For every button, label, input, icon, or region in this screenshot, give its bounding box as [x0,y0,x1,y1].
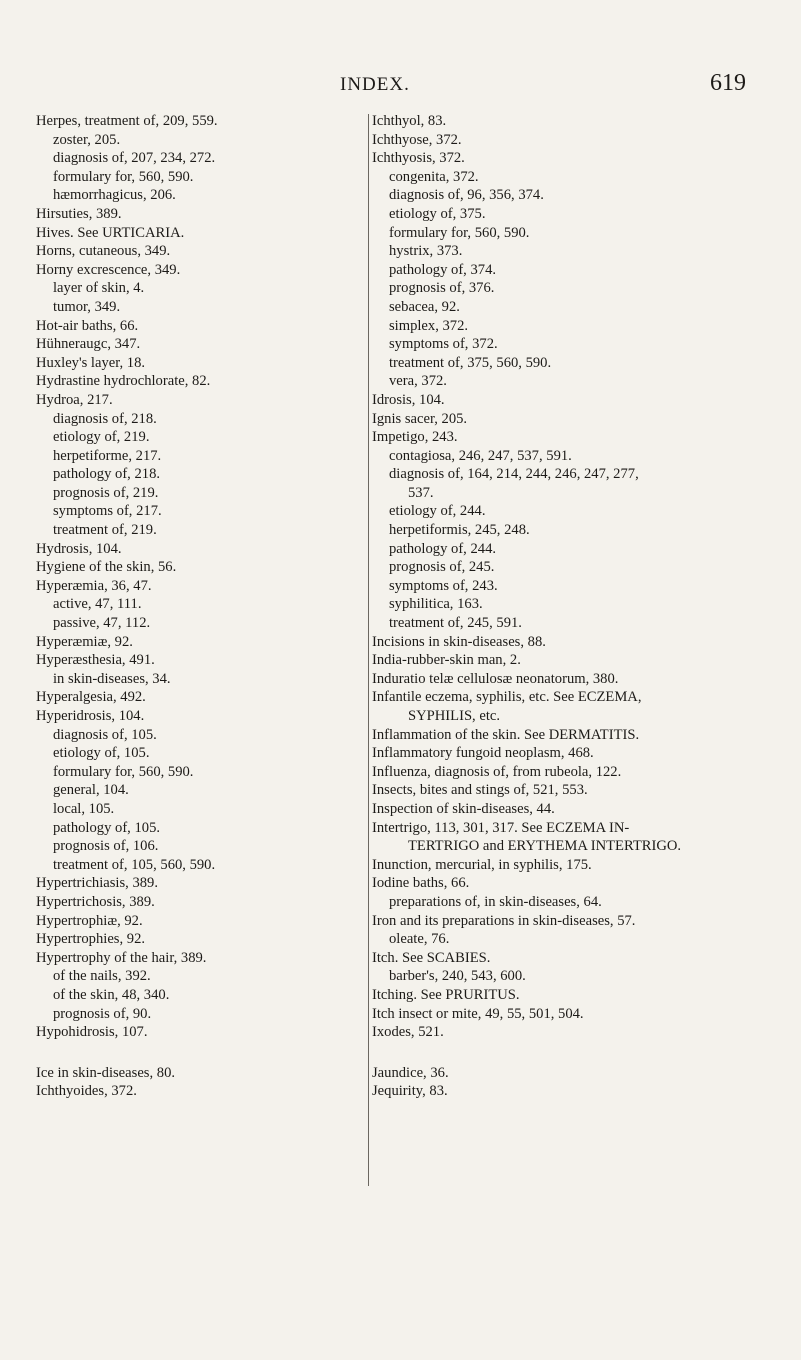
index-subentry: treatment of, 219. [53,522,157,539]
index-subentry: prognosis of, 90. [53,1005,152,1022]
index-subentry: diagnosis of, 164, 214, 244, 246, 247, 277, [389,466,639,483]
index-entry: Insects, bites and stings of, 521, 553. [372,782,588,799]
index-entry: Ignis sacer, 205. [372,410,468,427]
index-subentry: hystrix, 373. [389,243,463,260]
index-subentry: pathology of, 244. [389,540,497,557]
index-subentry: etiology of, 244. [389,503,486,520]
index-entry: Horny excrescence, 349. [36,261,181,278]
index-subentry: pathology of, 374. [389,261,497,278]
index-subentry: diagnosis of, 207, 234, 272. [53,150,216,167]
index-entry: Ichthyose, 372. [372,131,462,148]
index-subentry: passive, 47, 112. [53,615,151,632]
page-header [0,66,801,96]
index-subentry: contagiosa, 246, 247, 537, 591. [389,447,572,464]
index-entry: Ichthyol, 83. [372,113,447,129]
index-entry: Intertrigo, 113, 301, 317. See ECZEMA IN- [372,819,630,836]
index-subentry: SYPHILIS, etc. [408,708,501,724]
index-entry: Inunction, mercurial, in syphilis, 175. [372,856,592,873]
index-entry: Iodine baths, 66. [372,875,470,892]
index-subentry: simplex, 372. [389,317,469,334]
index-column-left [36,112,356,1101]
index-entry: Itch insect or mite, 49, 55, 501, 504. [372,1005,584,1022]
index-entry: Jaundice, 36. [372,1064,449,1081]
index-entry: Hypertrophiæ, 92. [36,912,143,929]
index-entry: Ichthyoides, 372. [36,1083,137,1100]
index-subentry: formulary for, 560, 590. [53,763,194,780]
index-entry: Hot-air baths, 66. [36,317,139,334]
index-subentry: local, 105. [53,800,115,817]
page-number: 619 [710,70,746,96]
index-subentry: hæmorrhagicus, 206. [53,187,176,204]
index-subentry: treatment of, 245, 591. [389,615,522,632]
index-subentry: herpetiformis, 245, 248. [389,522,530,539]
index-subentry: pathology of, 218. [53,466,161,483]
index-entry: Hypertrophies, 92. [36,931,146,948]
index-subentry: prognosis of, 376. [389,280,495,297]
index-subentry: prognosis of, 219. [53,484,159,501]
index-subentry: etiology of, 105. [53,745,150,762]
index-subentry: sebacea, 92. [389,298,460,315]
index-entry: Inspection of skin-diseases, 44. [372,800,555,817]
index-subentry: symptoms of, 372. [389,336,498,353]
index-subentry: in skin-diseases, 34. [53,670,171,687]
index-entry: Hypertrophy of the hair, 389. [36,949,207,966]
index-subentry: pathology of, 105. [53,819,161,836]
index-entry: Hydroa, 217. [36,391,113,408]
index-entry: Infantile eczema, syphilis, etc. See ECZEMA, [372,689,642,706]
index-entry: Hydrosis, 104. [36,540,122,557]
index-entry: Hirsuties, 389. [36,205,122,222]
index-subentry: layer of skin, 4. [53,280,145,297]
index-subentry: general, 104. [53,782,129,799]
index-entry: Hypohidrosis, 107. [36,1024,148,1041]
index-entry: Hühneraugc, 347. [36,336,141,353]
index-subentry: active, 47, 111. [53,596,142,613]
index-subentry: of the nails, 392. [53,968,151,985]
index-subentry: formulary for, 560, 590. [389,224,530,241]
index-entry: Herpes, treatment of, 209, 559. [36,113,218,129]
index-entry: Itching. See PRURITUS. [372,986,520,1003]
index-entry: Jequirity, 83. [372,1083,448,1100]
index-entry: Ixodes, 521. [372,1024,444,1041]
index-entry: Idrosis, 104. [372,391,445,408]
index-entry: India-rubber-skin man, 2. [372,652,521,669]
index-subentry: etiology of, 219. [53,429,150,446]
index-subentry: symptoms of, 217. [53,503,162,520]
index-entry: Huxley's layer, 18. [36,354,146,371]
index-subentry: preparations of, in skin-diseases, 64. [389,893,602,910]
index-column-right [372,112,782,1101]
index-subentry: symptoms of, 243. [389,577,498,594]
index-entry: Hyperæmia, 36, 47. [36,577,152,594]
index-entry: Itch. See SCABIES. [372,949,491,966]
index-entry: Hydrastine hydrochlorate, 82. [36,373,211,390]
index-entry: Hyperalgesia, 492. [36,689,146,706]
index-subentry: 537. [408,484,434,501]
index-subentry: TERTRIGO and ERYTHEMA INTERTRIGO. [408,838,682,855]
index-subentry: zoster, 205. [53,131,121,148]
index-subentry: diagnosis of, 96, 356, 374. [389,187,544,204]
index-entry: Hyperidrosis, 104. [36,708,145,724]
index-subentry: vera, 372. [389,373,447,390]
index-subentry: treatment of, 375, 560, 590. [389,354,552,371]
index-subentry: formulary for, 560, 590. [53,168,194,185]
index-subentry: of the skin, 48, 340. [53,986,170,1003]
index-entry: Iron and its preparations in skin-diseases, 57. [372,912,636,929]
section-gap [372,1042,782,1064]
index-entry: Hypertrichiasis, 389. [36,875,158,892]
running-title: INDEX. [340,74,410,95]
index-entry: Hypertrichosis, 389. [36,893,155,910]
section-gap [36,1042,356,1064]
index-entry: Impetigo, 243. [372,429,458,446]
index-entry: Hives. See URTICARIA. [36,224,185,241]
index-entry: Horns, cutaneous, 349. [36,243,171,260]
index-subentry: prognosis of, 106. [53,838,159,855]
index-subentry: congenita, 372. [389,168,479,185]
index-subentry: herpetiforme, 217. [53,447,162,464]
index-entry: Hygiene of the skin, 56. [36,559,177,576]
index-entry: Inflammatory fungoid neoplasm, 468. [372,745,594,762]
index-subentry: barber's, 240, 543, 600. [389,968,526,985]
index-subentry: etiology of, 375. [389,205,486,222]
index-subentry: tumor, 349. [53,298,121,315]
index-subentry: syphilitica, 163. [389,596,483,613]
index-subentry: treatment of, 105, 560, 590. [53,856,216,873]
index-entry: Influenza, diagnosis of, from rubeola, 122. [372,763,622,780]
index-subentry: diagnosis of, 105. [53,726,157,743]
index-subentry: prognosis of, 245. [389,559,495,576]
index-subentry: diagnosis of, 218. [53,410,157,427]
index-entry: Hyperæsthesia, 491. [36,652,155,669]
index-entry: Ice in skin-diseases, 80. [36,1064,176,1081]
index-entry: Induratio telæ cellulosæ neonatorum, 380. [372,670,619,687]
index-entry: Incisions in skin-diseases, 88. [372,633,546,650]
index-entry: Ichthyosis, 372. [372,150,465,167]
index-entry: Hyperæmiæ, 92. [36,633,133,650]
index-entry: Inflammation of the skin. See DERMATITIS. [372,726,640,743]
index-subentry: oleate, 76. [389,931,450,948]
